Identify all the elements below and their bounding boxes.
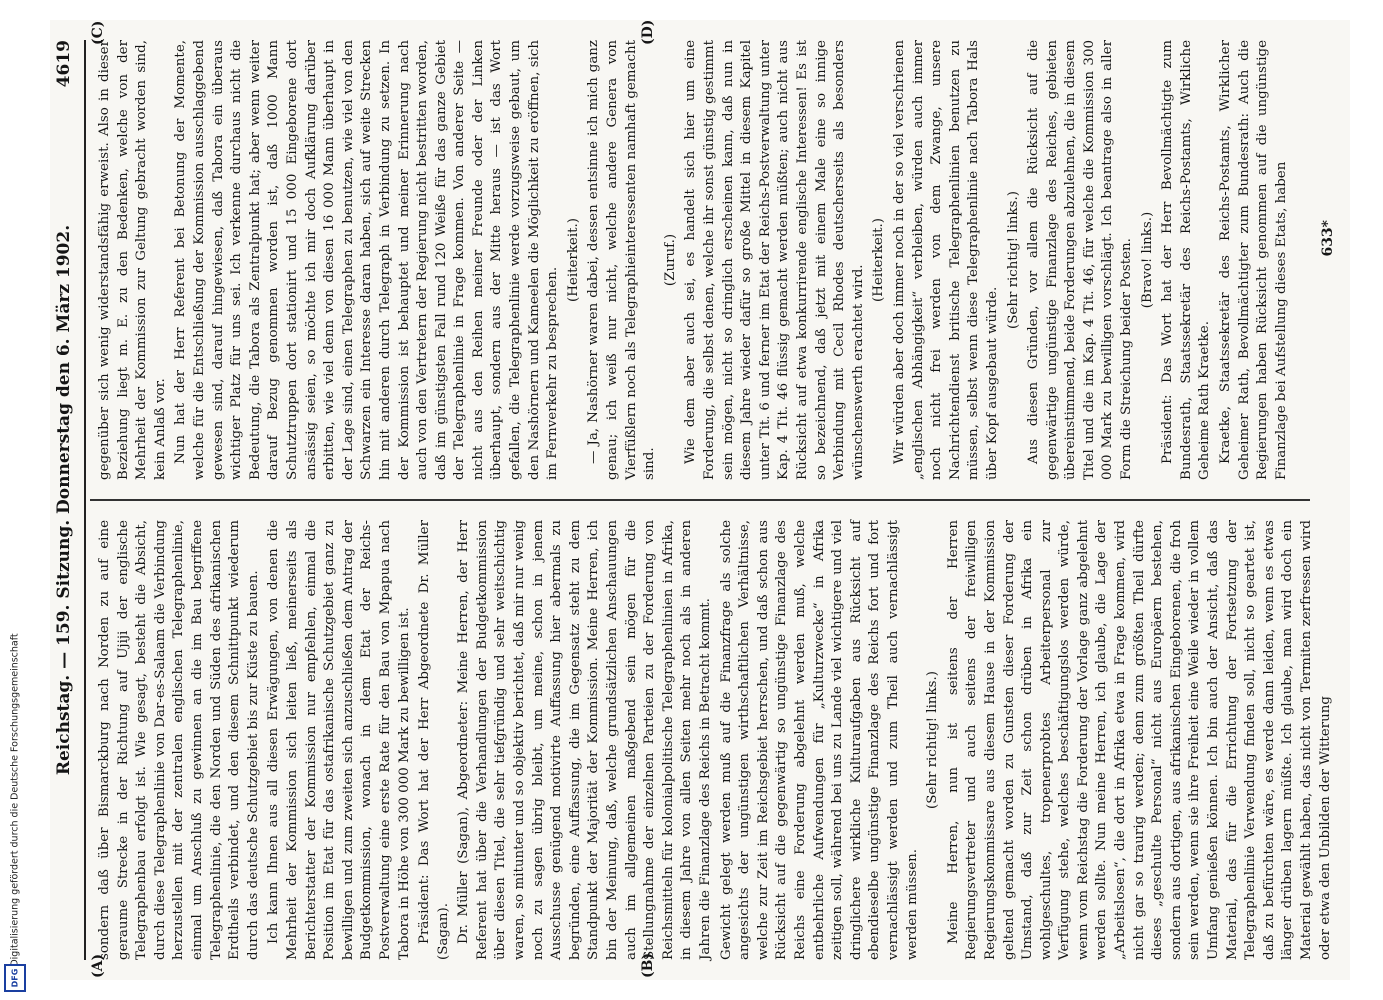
paragraph: Ich kann Ihnen aus all diesen Erwägungen, von denen die Mehrheit der Kommission sich leiten ließ, meinerseits als Berichterstatter der Kommission nur empfehlen, einmal die Position im Etat für das ostafrikanische Schutzgebiet ganz zu bewilligen und zum zweiten sich anzuschließen dem Antrag der Budgetkommission, wonach in dem Etat der Reichs-Postverwaltung eine erste Rate für den Bau von Mpapua nach Tabora in Höhe von 300 000 Mark zu bewilligen ist. <box>266 520 412 960</box>
right-column <box>96 40 1310 480</box>
column-divider <box>90 499 1310 501</box>
signature-mark: 633* <box>1320 220 1336 257</box>
paragraph: gegenüber sich wenig widerstandsfähig erweist. Also in dieser Beziehung liegt m. E. zu den Bedenken, welche von der Mehrheit der Kommission zur Geltung gebracht worden sind, kein Anlaß vor. <box>97 40 168 480</box>
interjection: (Bravo! links.) <box>1139 211 1155 309</box>
margin-marker-c: (C) <box>90 20 106 45</box>
paragraph: Kraetke, Staatssekretär des Reichs-Postamts, Wirklicher Geheimer Rath, Bevollmächtigter zum Bundesrath: Auch die Regierungen haben Rücksicht genommen auf die ungünstige Finanzlage bei Aufstellung dieses Etats, haben <box>1218 40 1289 480</box>
digitization-sidebar <box>6 605 24 995</box>
interjection: (Zuruf.) <box>662 233 678 287</box>
digitization-note: Digitalisierung gefördert durch die Deutsche Forschungsgemeinschaft <box>9 633 21 967</box>
paragraph: Nun hat der Herr Referent bei Betonung der Momente, welche für die Entschließung der Kommission ausschlaggebend gewesen sind, darauf hingewiesen, daß Tabora ein überaus wichtiger Platz für uns sei. Ich verkenne durchaus nicht die Bedeutung, die Tabora als Zentralpunkt hat; aber wenn weiter darauf Bezug genommen worden ist, daß 1000 Mann Schutztruppen dort stationirt und 15 000 Eingeborene dort ansässig seien, so möchte ich mir doch Aufklärung darüber erbitten, wie viel denn von diesen 16 000 Mann überhaupt in der Lage sind, einen Telegraphen zu benutzen, wie viel von den Schwarzen ein Interesse daran haben, sich auf weite Strecken hin mit anderen durch Telegraph in Verbindung zu setzen. In der Kommission ist behauptet und meiner Erinnerung nach auch von den Vertretern der Regierung nicht bestritten worden, daß im günstigsten Fall rund 120 Weiße für das ganze Gebiet der Telegraphenlinie in Frage kommen. Von anderer Seite — nicht aus den Reihen meiner Freunde oder der Linken überhaupt, sondern aus der Mitte heraus — ist das Wort gefallen, die Telegraphenlinie werde vorzugsweise gebaut, um den Nashörnern und Kameelen die Möglichkeit zu eröffnen, sich im Fernverkehr zu besprechen. <box>173 40 561 480</box>
interjection: (Heiterkeit.) <box>565 218 581 302</box>
interjection: (Sehr richtig! links.) <box>925 671 941 809</box>
paragraph: Wir würden aber doch immer noch in der so viel verschrienen „englischen Abhängigkeit“ verbleiben, würden auch immer noch nicht frei werden von dem Zwange, unsere Nachrichtendienst britische Telegraphenlinien benutzen zu müssen, selbst wenn diese Telegraphenlinie nach Tabora Hals über Kopf ausgebaut würde. <box>891 40 1000 480</box>
page-content <box>50 20 1350 980</box>
margin-marker-d: (D) <box>640 19 656 45</box>
paragraph: sondern daß über Bismarckburg nach Norden zu auf eine geraume Strecke in der Richtung auf Ujiji der englische Telegraphenbau erfolgt ist. Wie gesagt, besteht die Absicht, durch diese Telegraphenlinie von Dar-es-Salaam die Verbindung herzustellen mit der zentralen englischen Telegraphenlinie, einmal um Anschluß zu gewinnen an die im Bau begriffene Telegraphenlinie, die den Norden und Süden des afrikanischen Erdtheils verbindet, und den diesem Schnittpunkt wiederum durch das deutsche Schutzgebiet bis zur Küste zu bauen. <box>97 520 261 960</box>
interjection: (Sehr richtig! links.) <box>1005 191 1021 329</box>
interjection: (Heiterkeit.) <box>871 218 887 302</box>
dfg-logo <box>4 964 26 992</box>
paragraph: Präsident: Das Wort hat der Herr Bevollmächtigte zum Bundesrath, Staatssekretär des Reichs-Postamts, Wirkliche Geheime Rath Kraetke. <box>1160 40 1213 480</box>
running-head <box>54 40 84 960</box>
paragraph: Präsident: Das Wort hat der Herr Abgeordnete Dr. Müller (Sagan). <box>417 520 451 960</box>
running-head-title: Reichstag. — 159. Sitzung. Donnerstag den 6. März 1902. <box>54 224 74 776</box>
header-rule <box>84 40 86 960</box>
paragraph: Wie dem aber auch sei, es handelt sich hier um eine Forderung, die selbst denen, welche ihr sonst günstig gestimmt sein mögen, nicht so dringlich erscheinen kann, daß nun in diesem Jahre wieder dafür so große Mittel in diesem Kapitel unter Tit. 6 und ferner im Etat der Reichs-Postverwaltung unter Kap. 4 Tit. 46 flüssig gemacht werden müßten; auch nicht aus Rücksicht auf etwa konkurrirende englische Interessen! Es ist so bezeichnend, daß jetzt mit einem Male eine so innige Verbindung mit Cecil Rhodes deutscherseits als besonders wünschenswerth erachtet wird. <box>683 40 866 480</box>
margin-marker-b: (B) <box>640 952 656 978</box>
paragraph: Meine Herren, nun ist seitens der Herren Regierungsvertreter und auch seitens der freiwilligen Regierungskommissare aus diesem Hause in der Kommission geltend gemacht worden zu Gunsten dieser Forderung der Umstand, daß zur Zeit schon drüben in Afrika ein wohlgeschultes, tropenerprobtes Arbeiterpersonal zur Verfügung stehe, welches beschäftigungslos werden würde, wenn vom Reichstag die Forderung der Vorlage ganz abgelehnt werden sollte. Nun meine Herren, ich glaube, die Lage der „Arbeitslosen“, die dort in Afrika etwa in Frage kommen, wird nicht gar so traurig werden; denn zum größten Theil dürfte dieses „geschulte Personal“ nicht aus Europäern bestehen, sondern aus dortigen, aus afrikanischen Eingeborenen, die froh sein werden, wenn sie ihre Freiheit eine Weile wieder in vollem Umfang genießen können. Ich bin auch der Ansicht, daß das Material, das für die Errichtung der Fortsetzung der Telegraphenlinie Verwendung finden soll, nicht so geartet ist, daß zu befürchten wäre, es werde dann leiden, wenn es etwas länger drüben lagern müßte. Ich glaube, man wird doch ein Material gewählt haben, das nicht von Termiten zerfressen wird oder etwa den Unbilden der Witterung <box>945 520 1333 960</box>
scanned-page <box>50 20 1350 980</box>
margin-marker-a: (A) <box>90 953 106 978</box>
left-column <box>96 520 1333 960</box>
paragraph: Aus diesen Gründen, vor allem die Rücksicht auf die gegenwärtige ungünstige Finanzlage des Reiches, gebieten übereinstimmend, beide Forderungen abzulehnen, die in diesem Titel und die im Kap. 4 Tit. 46, für welche die Kommission 300 000 Mark zu bewilligen vorschlägt. Ich beantrage also in aller Form die Streichung beider Posten. <box>1026 40 1135 480</box>
paragraph: Dr. Müller (Sagan), Abgeordneter: Meine Herren, der Herr Referent hat über die Verhandlungen der Budgetkommission über diesen Titel, die sehr tiefgründig und sehr weitschichtig waren, so mitunter und so objektiv berichtet, daß mir nur wenig noch zu sagen übrig bleibt, um meine, schon in jenem Ausschusse genügend motivirte Auffassung hier abermals zu begründen, eine Auffassung, die im Gegensatz steht zu dem Standpunkt der Majorität der Kommission. Meine Herren, ich bin der Meinung, daß, welche grundsätzlichen Anschauungen auch im allgemeinen maßgebend sein mögen für die Stellungnahme der einzelnen Parteien zu der Forderung von Reichsmitteln für kolonialpolitische Telegraphenlinien in Afrika, in diesem Jahre von allen Seiten mehr noch als in anderen Jahren die Finanzlage des Reichs in Betracht kommt. <box>456 520 713 960</box>
paragraph: Gewicht gelegt werden muß auf die Finanzfrage als solche angesichts der ungünstigen wirthschaftlichen Verhältnisse, welche zur Zeit im Reichsgebiet herrschen, und daß schon aus Rücksicht auf die gegenwärtig so ungünstige Finanzlage des Reichs eine Forderung abgelehnt werden muß, welche entbehrliche Aufwendungen für „Kulturzwecke“ in Afrika zeitigen soll, während bei uns zu Lande viel wichtigere und viel dringlichere wirkliche Kulturaufgaben aus Rücksicht auf ebendieselbe ungünstige Finanzlage des Reichs fort und fort vernachlässigt werden und zum Theil auch vernachlässigt werden müssen. <box>718 520 920 960</box>
rotated-page-frame <box>50 20 1350 980</box>
dfg-logo-text: DFG <box>10 968 20 988</box>
page-number: 4619 <box>54 40 74 88</box>
paragraph: — Ja, Nashörner waren dabei, dessen entsinne ich mich ganz genau; ich weiß nur nicht, welche andere Genera von Vierfüßlern noch als Telegraphieinteressenten namhaft gemacht sind. <box>586 40 658 480</box>
